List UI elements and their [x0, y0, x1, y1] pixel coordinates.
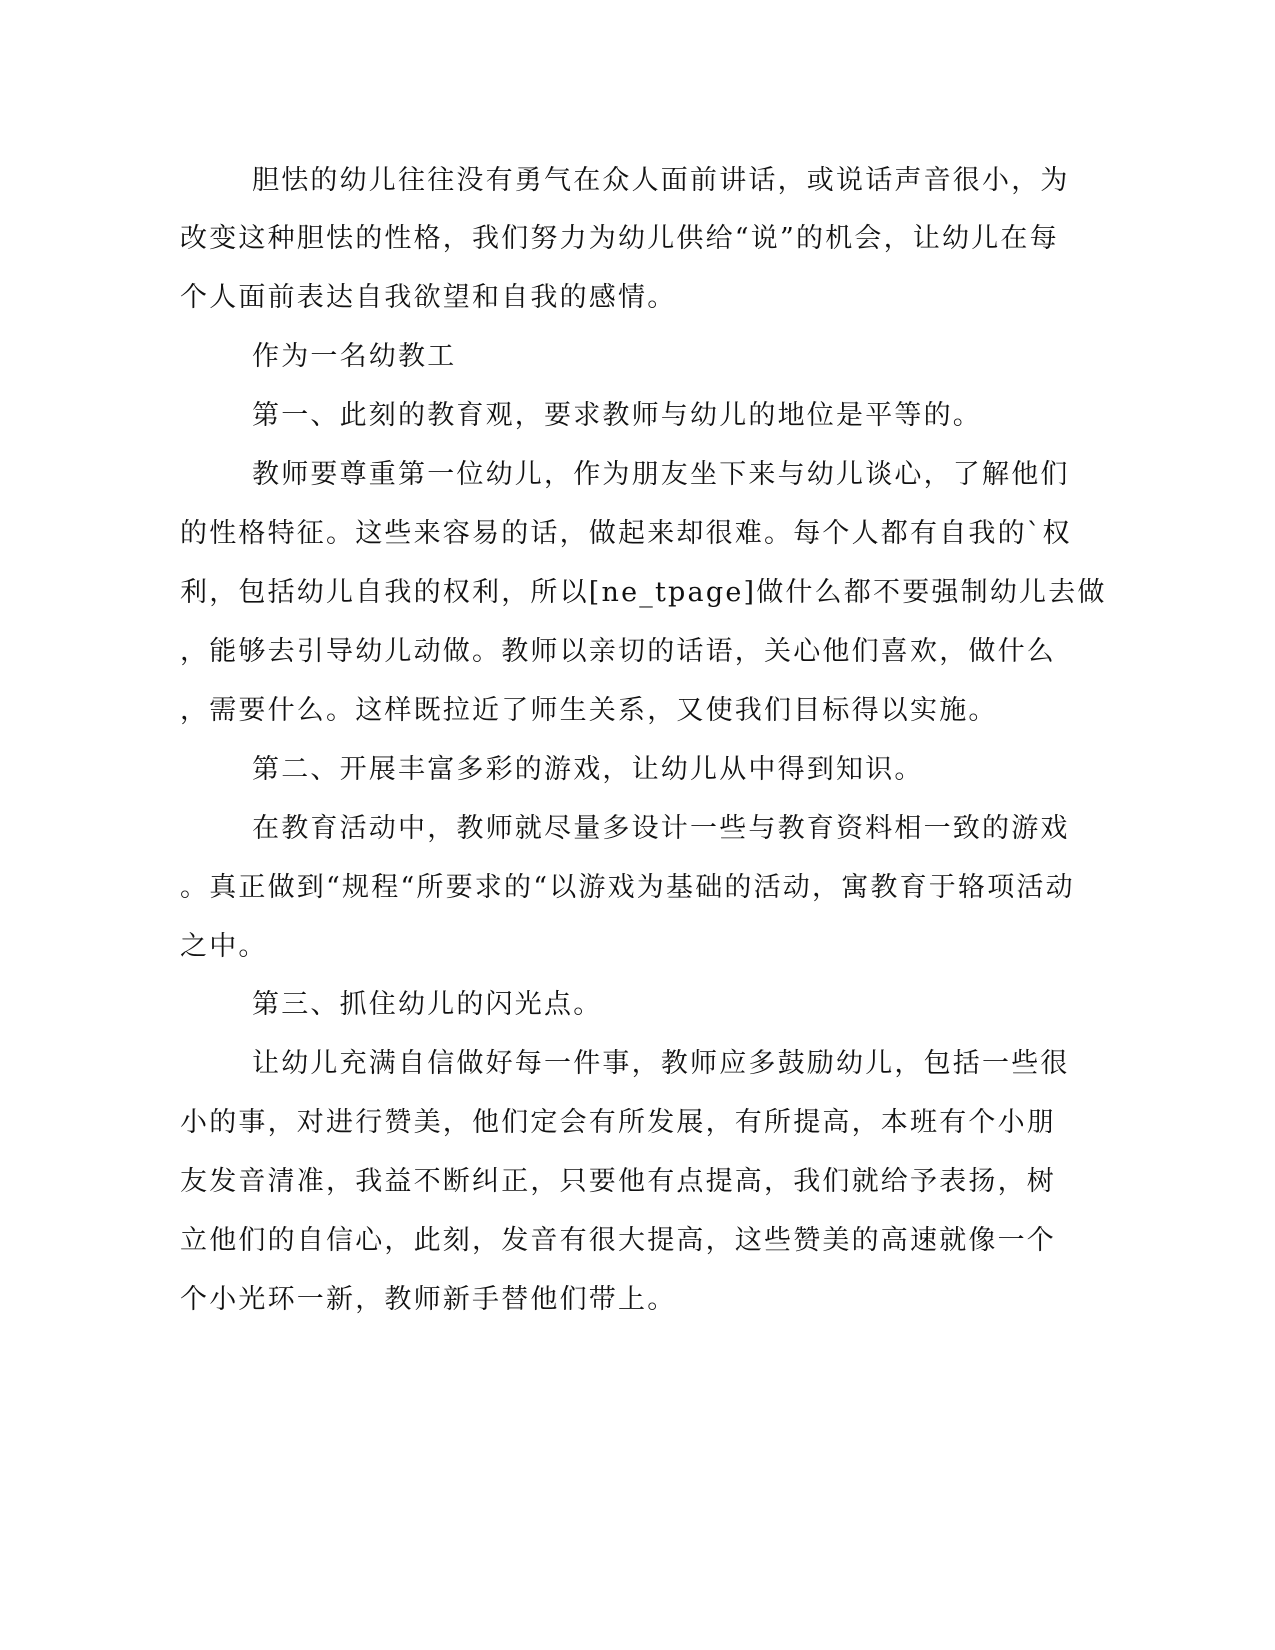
paragraph-3-line-3: 利，包括幼儿自我的权利，所以[ne_tpage]做什么都不要强制幼儿去做	[180, 577, 1107, 608]
paragraph-3-line-2: 的性格特征。这些来容易的话，做起来却很难。每个人都有自我的`权	[180, 518, 1072, 549]
paragraph-1-line-3: 个人面前表达自我欲望和自我的感情。	[180, 282, 677, 313]
paragraph-5-line-4: 立他们的自信心，此刻，发音有很大提高，这些赞美的高速就像一个	[180, 1225, 1056, 1256]
paragraph-4-line-1: 在教育活动中，教师就尽量多设计一些与教育资料相一致的游戏	[252, 813, 1070, 844]
paragraph-3-line-5: ，需要什么。这样既拉近了师生关系，又使我们目标得以实施。	[180, 695, 998, 726]
section-heading-3: 第三、抓住幼儿的闪光点。	[252, 989, 603, 1020]
paragraph-5-line-3: 友发音清准，我益不断纠正，只要他有点提高，我们就给予表扬，树	[180, 1166, 1056, 1197]
paragraph-1-line-1: 胆怯的幼儿往往没有勇气在众人面前讲话，或说话声音很小，为	[252, 165, 1070, 196]
paragraph-1-line-2: 改变这种胆怯的性格，我们努力为幼儿供给“说”的机会，让幼儿在每	[180, 223, 1059, 254]
paragraph-5-line-1: 让幼儿充满自信做好每一件事，教师应多鼓励幼儿，包括一些很	[252, 1048, 1070, 1079]
paragraph-5-line-2: 小的事，对进行赞美，他们定会有所发展，有所提高，本班有个小朋	[180, 1107, 1056, 1138]
paragraph-4-line-3: 之中。	[180, 931, 268, 962]
section-heading-2: 第二、开展丰富多彩的游戏，让幼儿从中得到知识。	[252, 754, 924, 785]
paragraph-2-line-1: 作为一名幼教工	[252, 341, 457, 372]
paragraph-3-line-1: 教师要尊重第一位幼儿，作为朋友坐下来与幼儿谈心，了解他们	[252, 459, 1070, 490]
paragraph-4-line-2: 。真正做到“规程“所要求的“以游戏为基础的活动，寓教育于辂项活动	[180, 872, 1075, 903]
section-heading-1: 第一、此刻的教育观，要求教师与幼儿的地位是平等的。	[252, 400, 982, 431]
paragraph-3-line-4: ，能够去引导幼儿动做。教师以亲切的话语，关心他们喜欢，做什么	[180, 636, 1056, 667]
paragraph-5-line-5: 个小光环一新，教师新手替他们带上。	[180, 1284, 677, 1315]
